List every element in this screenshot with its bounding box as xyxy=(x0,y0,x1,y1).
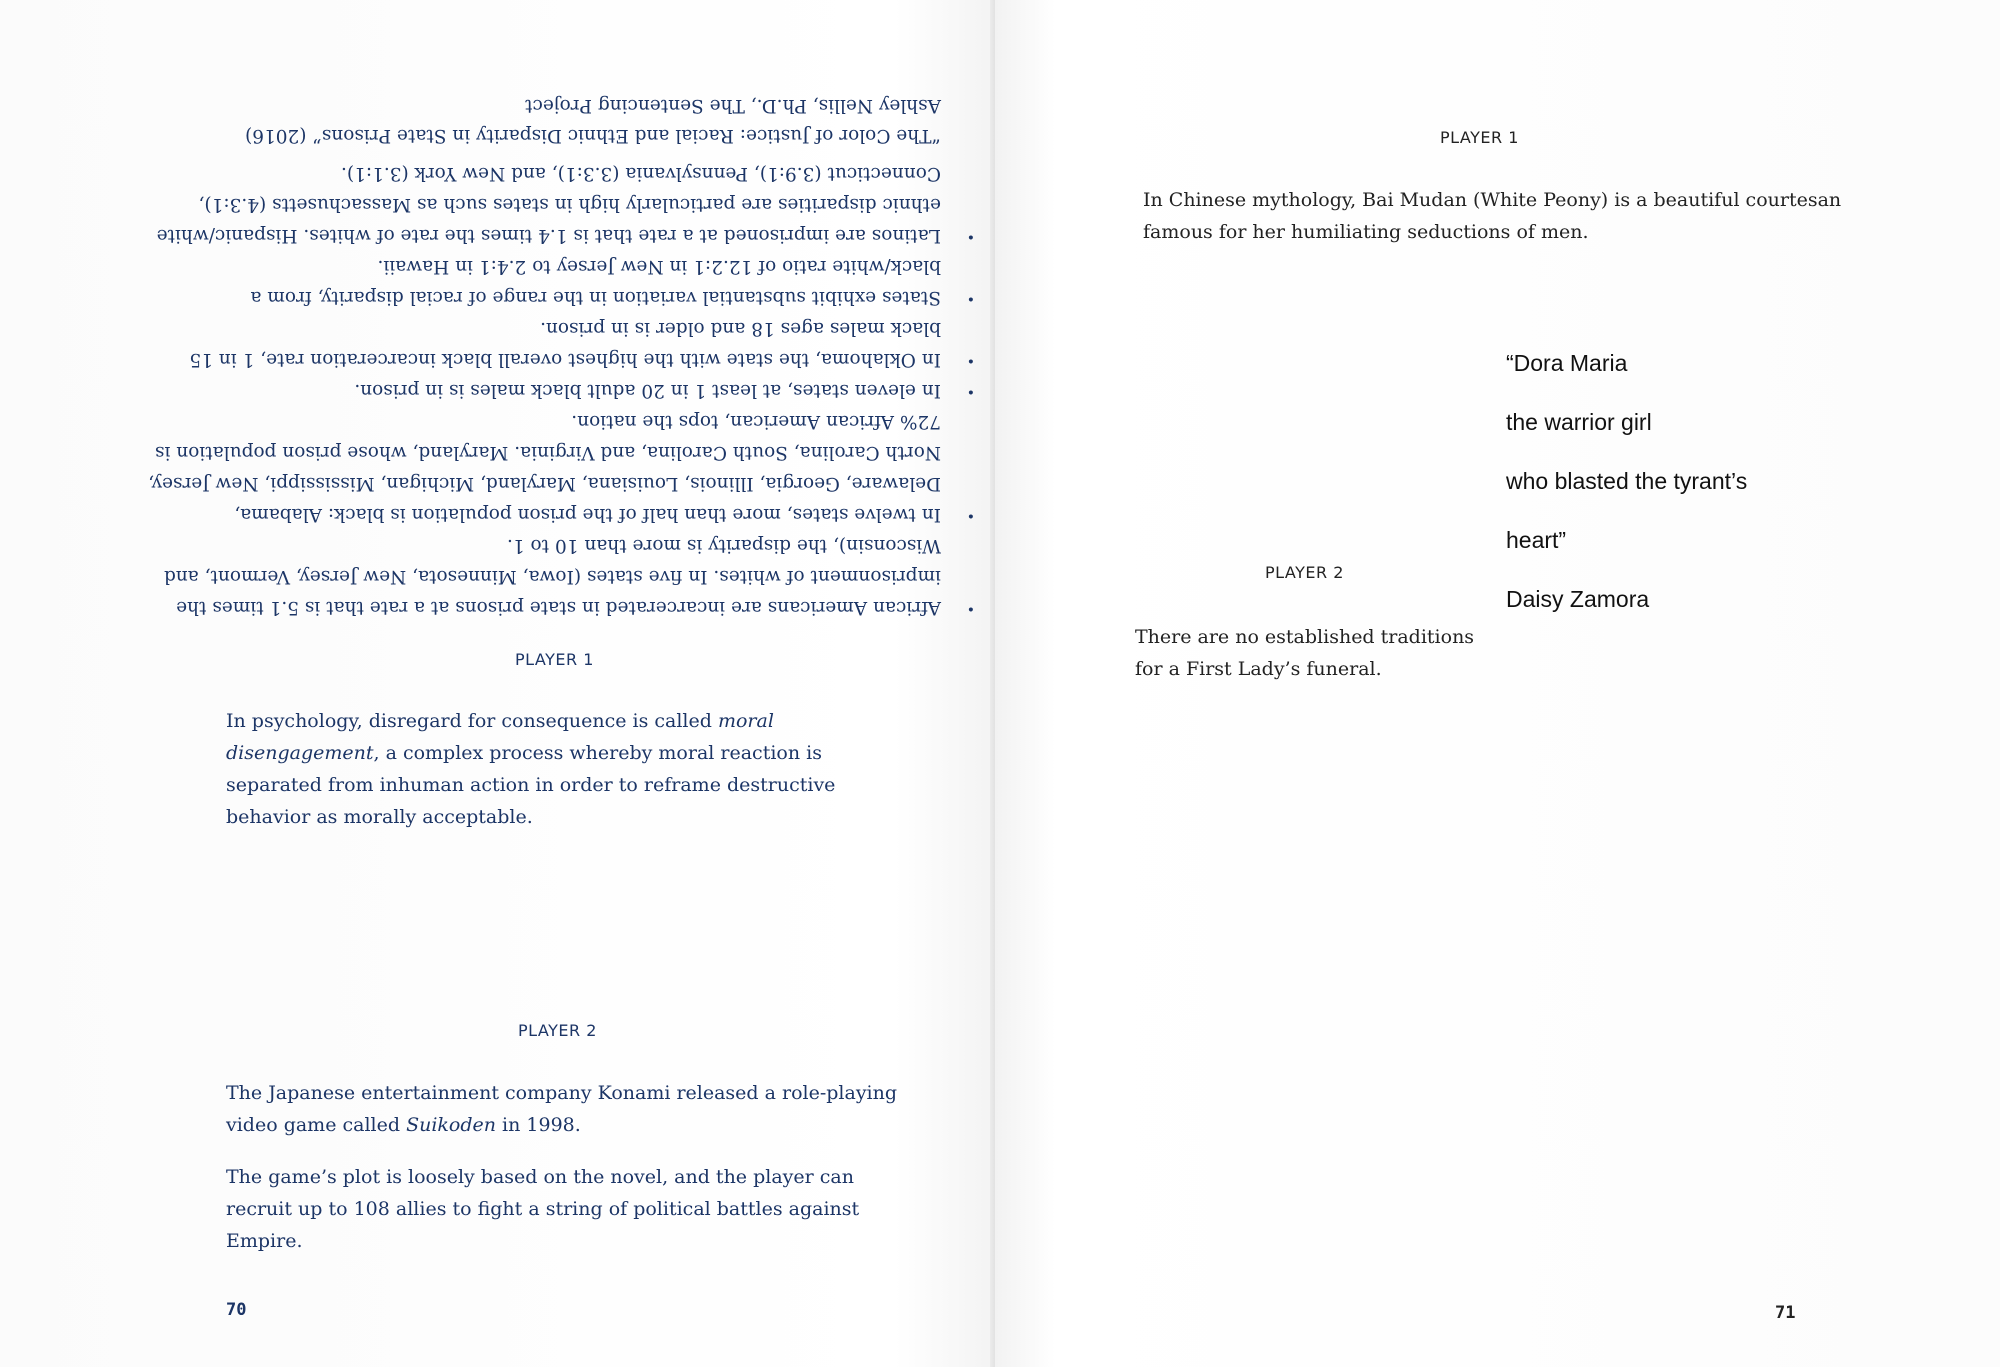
inverted-bullet: • In twelve states, more than half of the prison population is black: Alabama, Delaware, Georgia, Illinois, Louisiana, Maryland, Michigan, Mississippi, New Jersey, North Carolina, South Carolina, and Virginia. Maryland, whose prison population is 72% African American, tops the nation. xyxy=(145,406,975,530)
inverted-bullet: • African Americans are incarcerated in state prisons at a rate that is 5.1 times the imprisonment of whites. In five states (Iowa, Minnesota, New Jersey, Vermont, and Wisconsin), the disparity is more than 10 to 1. xyxy=(145,530,975,623)
inverted-bullet: • States exhibit substantial variation in the range of racial disparity, from a black/white ratio of 12.2:1 in New Jersey to 2.4:1 in Hawaii. xyxy=(145,251,975,313)
bullet-dot: • xyxy=(966,507,975,523)
bullet-dot: • xyxy=(966,600,975,616)
player-2-label-right: PLAYER 2 xyxy=(1265,563,1344,582)
inverted-citation-author: Ashley Nellis, Ph.D., The Sentencing Project xyxy=(525,95,941,116)
inverted-text-block xyxy=(145,78,975,623)
bullet-dot: • xyxy=(966,352,975,368)
player-1-label-left: PLAYER 1 xyxy=(515,650,594,669)
bullet-dot: • xyxy=(966,383,975,399)
left-page xyxy=(0,0,995,1367)
poem-line: who blasted the tyrant’s xyxy=(1506,468,1748,494)
poem-attribution: Daisy Zamora xyxy=(1506,586,1650,612)
inverted-bullet: • Latinos are imprisoned at a rate that is 1.4 times the rate of whites. Hispanic/white ethnic disparities are particularly high in states such as Massachusetts (4.3:1), Connecticut (3.9:1), Pennsylvania (3.3:1), and New York (3.1:1). xyxy=(145,158,975,251)
bullet-dot: • xyxy=(966,290,975,306)
player-1-text-left: In psychology, disregard for consequence is called moral disengagement, a complex process whereby moral reaction is separated from inhuman action in order to reframe destructive behavior as morally acceptable. xyxy=(226,710,836,828)
poem-line: “Dora Maria xyxy=(1506,350,1628,376)
player-2-text-right: There are no established traditions for a First Lady’s funeral. xyxy=(1135,626,1475,680)
poem-line: the warrior girl xyxy=(1506,409,1652,435)
player-2-text-left-p2: The game’s plot is loosely based on the novel, and the player can recruit up to 108 allies to fight a string of political battles against Empire. xyxy=(226,1166,860,1252)
player-1-label-right: PLAYER 1 xyxy=(1440,128,1519,147)
bullet-dot: • xyxy=(966,228,975,244)
player-1-text-right: In Chinese mythology, Bai Mudan (White Peony) is a beautiful courtesan famous for her humiliating seductions of men. xyxy=(1143,189,1842,243)
player-2-text-left-p1: The Japanese entertainment company Konami released a role-playing video game called Suikoden in 1998. xyxy=(226,1082,898,1136)
inverted-citation-title: “The Color of Justice: Racial and Ethnic Disparity in State Prisons” (2016) xyxy=(244,125,941,146)
inverted-bullet: • In eleven states, at least 1 in 20 adult black males is in prison. xyxy=(145,375,975,406)
poem-line: heart” xyxy=(1506,527,1567,553)
inverted-bullet: • In Oklahoma, the state with the highest overall black incarceration rate, 1 in 15 black males ages 18 and older is in prison. xyxy=(145,313,975,375)
poem-quote xyxy=(1506,350,1747,645)
page-number-right: 71 xyxy=(1775,1303,1796,1323)
page-number-left: 70 xyxy=(226,1300,247,1320)
player-2-label-left: PLAYER 2 xyxy=(518,1021,597,1040)
